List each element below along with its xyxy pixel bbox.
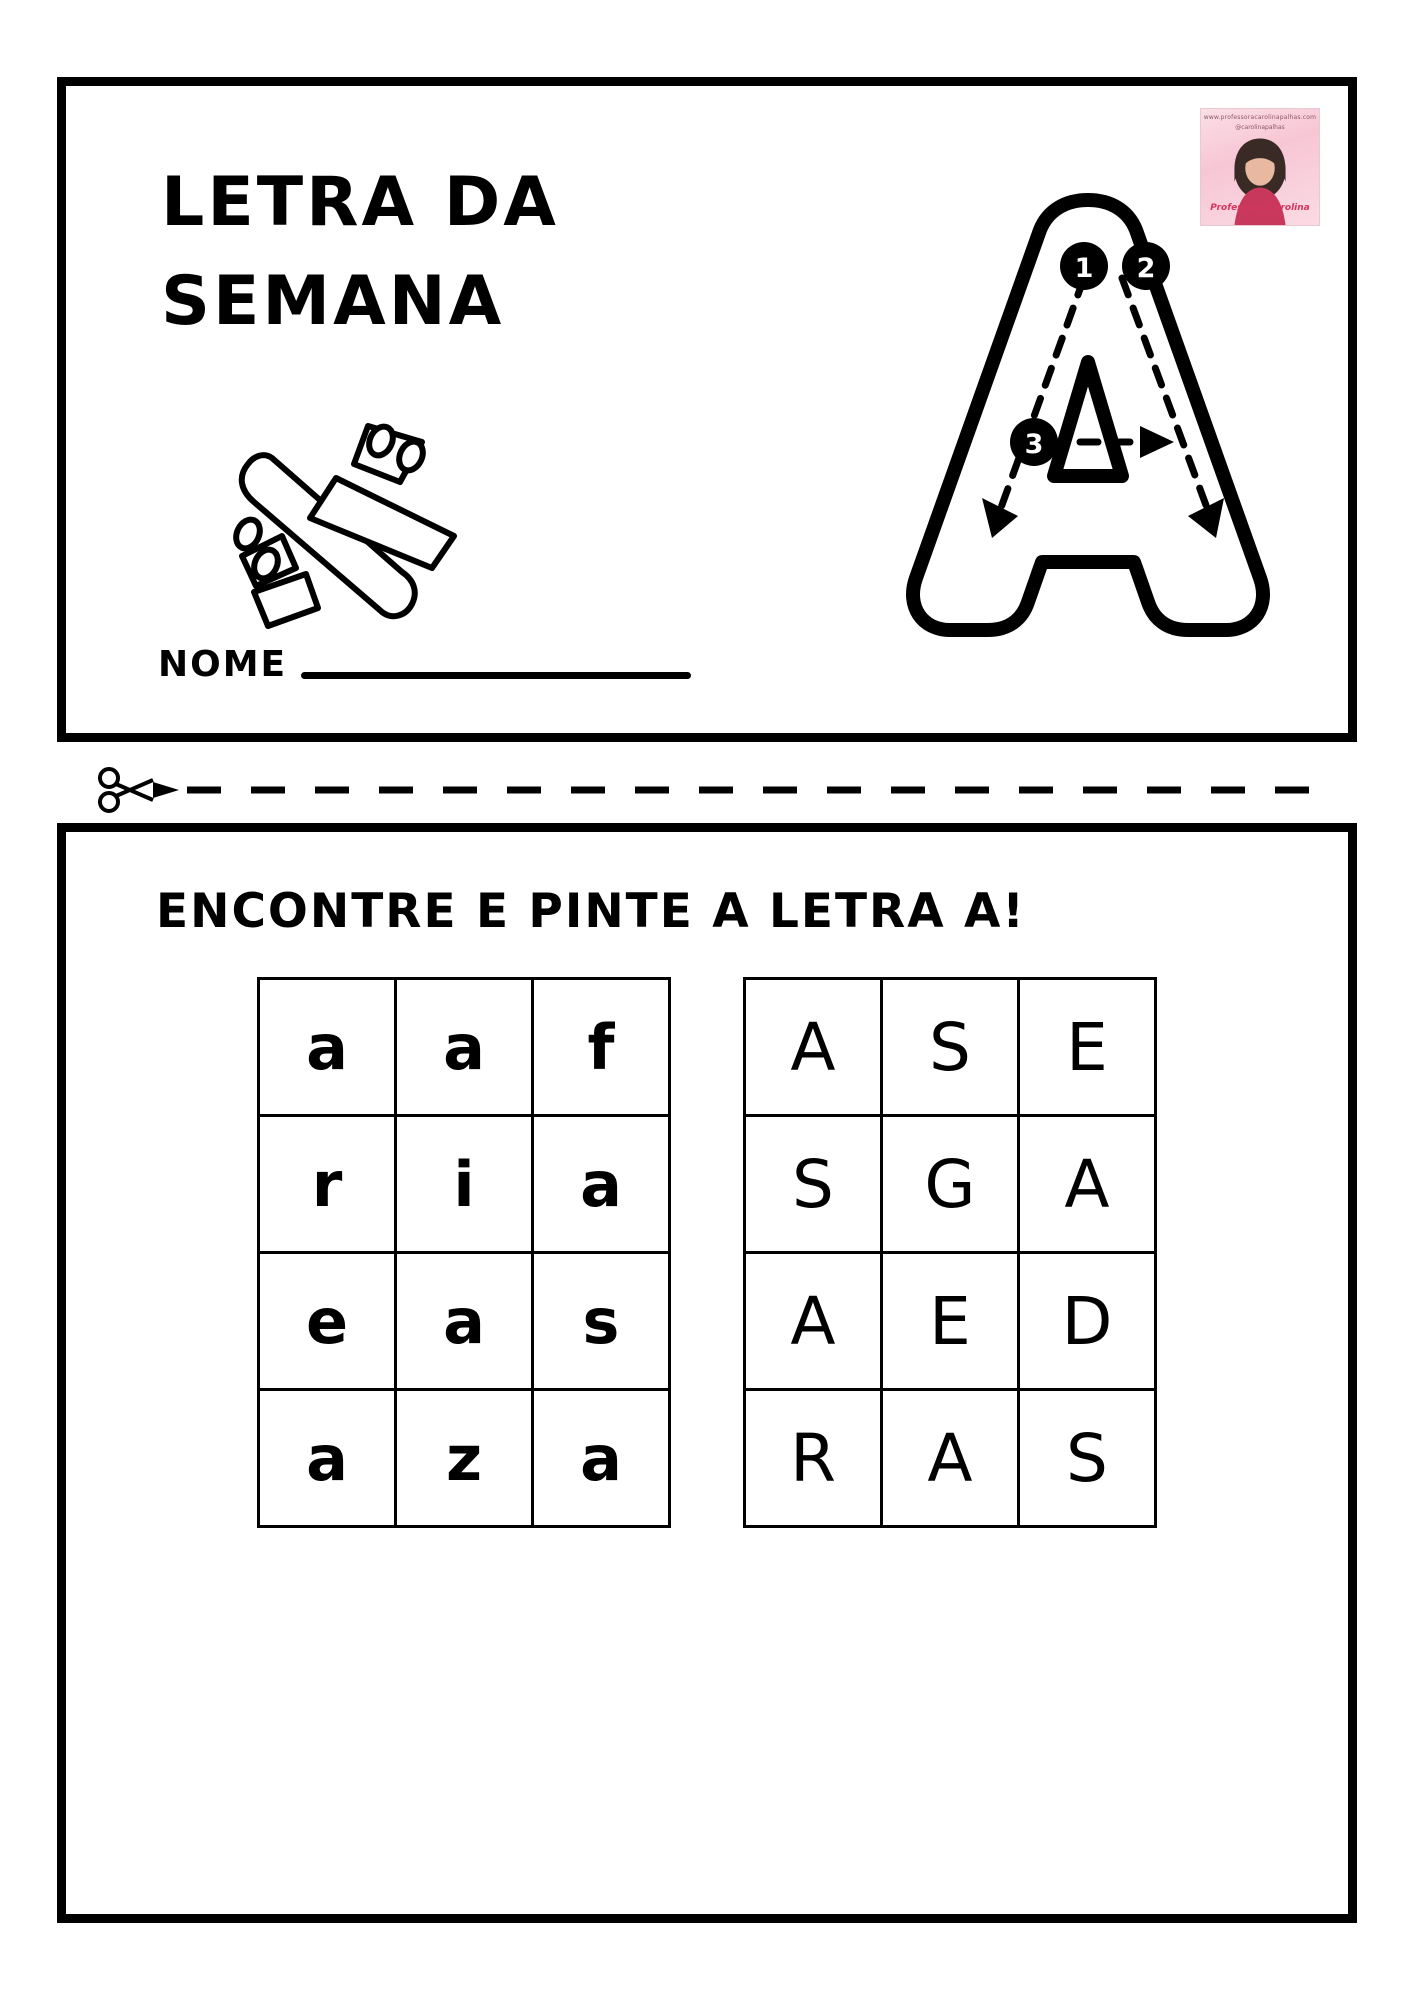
grid-cell[interactable]: R bbox=[745, 1390, 882, 1527]
name-field-row bbox=[158, 644, 691, 685]
author-photo bbox=[1200, 108, 1320, 226]
grid-cell[interactable]: A bbox=[1019, 1116, 1156, 1253]
grid-cell[interactable]: E bbox=[882, 1253, 1019, 1390]
grid-cell[interactable]: i bbox=[396, 1116, 533, 1253]
activity-card bbox=[57, 823, 1357, 1923]
airplane-icon bbox=[186, 386, 476, 636]
page-title bbox=[161, 154, 681, 351]
grid-cell[interactable]: a bbox=[259, 1390, 396, 1527]
grid-cell[interactable]: a bbox=[533, 1390, 670, 1527]
author-website-text: www.professoracarolinapalhas.com bbox=[1203, 114, 1317, 121]
table-row bbox=[745, 1116, 1156, 1253]
grid-cell[interactable]: G bbox=[882, 1116, 1019, 1253]
table-row bbox=[259, 1390, 670, 1527]
grid-cell[interactable]: S bbox=[1019, 1390, 1156, 1527]
table-row bbox=[745, 979, 1156, 1116]
activity-instruction: ENCONTRE E PINTE A LETRA A! bbox=[156, 884, 1026, 939]
grid-cell[interactable]: A bbox=[745, 979, 882, 1116]
grid-uppercase bbox=[743, 977, 1157, 1528]
worksheet-header-card bbox=[57, 77, 1357, 742]
cut-line bbox=[95, 760, 1325, 820]
table-row bbox=[745, 1390, 1156, 1527]
name-label: NOME bbox=[158, 644, 288, 685]
grid-cell[interactable]: A bbox=[882, 1390, 1019, 1527]
svg-text:2: 2 bbox=[1136, 253, 1156, 284]
grid-cell[interactable]: D bbox=[1019, 1253, 1156, 1390]
grid-cell[interactable]: A bbox=[745, 1253, 882, 1390]
grid-cell[interactable]: E bbox=[1019, 979, 1156, 1116]
grid-cell[interactable]: a bbox=[259, 979, 396, 1116]
scissors-icon bbox=[100, 769, 153, 811]
svg-text:1: 1 bbox=[1074, 253, 1094, 284]
grid-cell[interactable]: z bbox=[396, 1390, 533, 1527]
grid-cell[interactable]: r bbox=[259, 1116, 396, 1253]
name-write-line[interactable] bbox=[301, 672, 691, 679]
svg-text:3: 3 bbox=[1024, 429, 1044, 460]
grid-cell[interactable]: a bbox=[396, 1253, 533, 1390]
grid-cell[interactable]: f bbox=[533, 979, 670, 1116]
table-row bbox=[259, 1116, 670, 1253]
letter-trace-a bbox=[888, 186, 1288, 646]
table-row bbox=[259, 1253, 670, 1390]
author-handle-text: @carolinapalhas bbox=[1235, 124, 1285, 131]
table-row bbox=[745, 1253, 1156, 1390]
letter-grids bbox=[66, 977, 1348, 1528]
grid-cell[interactable]: a bbox=[396, 979, 533, 1116]
grid-cell[interactable]: e bbox=[259, 1253, 396, 1390]
page-title-line-2: SEMANA bbox=[161, 261, 505, 341]
grid-lowercase bbox=[257, 977, 671, 1528]
page-title-line-1: LETRA DA bbox=[161, 163, 559, 242]
grid-cell[interactable]: S bbox=[882, 979, 1019, 1116]
grid-cell[interactable]: s bbox=[533, 1253, 670, 1390]
grid-cell[interactable]: S bbox=[745, 1116, 882, 1253]
author-name-text: Professora Carolina bbox=[1210, 203, 1310, 213]
table-row bbox=[259, 979, 670, 1116]
grid-cell[interactable]: a bbox=[533, 1116, 670, 1253]
